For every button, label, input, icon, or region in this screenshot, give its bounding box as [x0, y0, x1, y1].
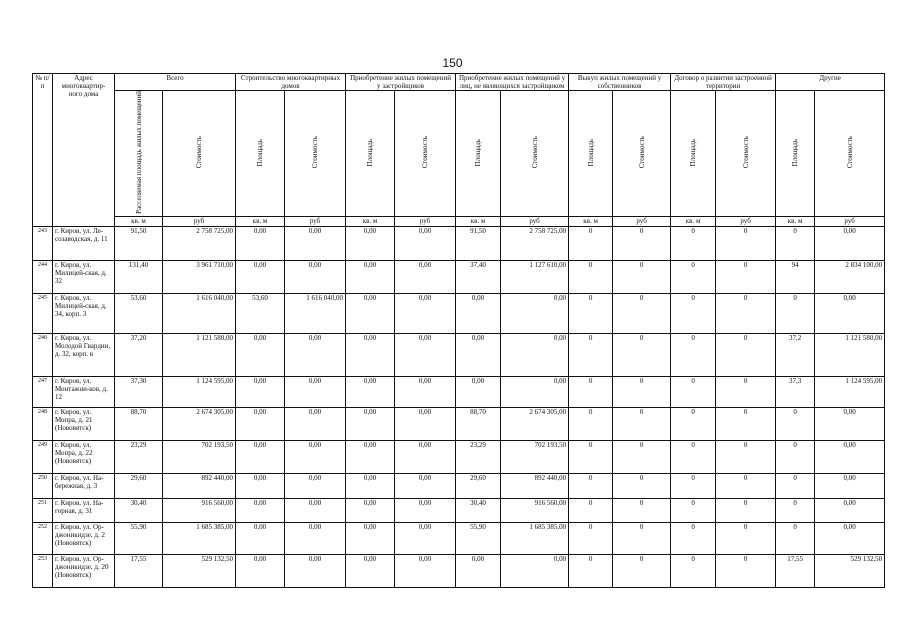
- unit-cost: руб: [395, 216, 456, 226]
- cell-area: 0,00: [346, 407, 395, 440]
- cell-cost: 0,00: [501, 554, 569, 587]
- row-address: г. Киров, ул. На-бережная, д. 3: [53, 473, 115, 498]
- table-row: [33, 333, 885, 376]
- cell-area: 0: [569, 407, 613, 440]
- cell-area: 0,00: [236, 498, 285, 522]
- row-address: г. Киров, ул. Монтажни-ков, д. 12: [53, 376, 115, 407]
- cell-cost: 0,00: [501, 376, 569, 407]
- cell-cost: 892 440,00: [163, 473, 236, 498]
- cell-area: 37,30: [115, 376, 163, 407]
- cell-area: 0: [671, 473, 716, 498]
- cell-cost: 1 121 580,00: [163, 333, 236, 376]
- cell-area: 0: [776, 293, 815, 333]
- unit-area: кв. м: [456, 216, 501, 226]
- header-group-other: Другие: [776, 74, 885, 91]
- header-group-territory: Договор о развитии застроенной территории: [671, 74, 776, 91]
- cell-cost: 0: [716, 333, 776, 376]
- cell-area: 0,00: [346, 333, 395, 376]
- row-number: 248: [33, 407, 53, 440]
- cell-cost: 0,00: [395, 440, 456, 473]
- unit-cost: руб: [613, 216, 671, 226]
- cell-cost: 0: [716, 554, 776, 587]
- cell-cost: 0: [613, 407, 671, 440]
- cell-cost: 2 834 100,00: [815, 260, 885, 293]
- cell-cost: 0,00: [285, 440, 346, 473]
- cell-area: 0: [671, 260, 716, 293]
- row-address: г. Киров, ул. Ле-созаводская, д. 11: [53, 226, 115, 260]
- cell-cost: 1 616 040,00: [285, 293, 346, 333]
- table-row: [33, 376, 885, 407]
- cell-cost: 0: [716, 376, 776, 407]
- cell-cost: 0,00: [285, 407, 346, 440]
- cell-area: 0: [671, 440, 716, 473]
- cell-area: 0: [569, 498, 613, 522]
- cell-cost: 2 674 305,00: [501, 407, 569, 440]
- cell-area: 0: [569, 293, 613, 333]
- cell-area: 0: [671, 554, 716, 587]
- cell-cost: 702 193,50: [163, 440, 236, 473]
- cell-cost: 3 961 710,00: [163, 260, 236, 293]
- cell-area: 0,00: [346, 473, 395, 498]
- cell-cost: 892 440,00: [501, 473, 569, 498]
- cell-cost: 0,00: [815, 522, 885, 554]
- cell-cost: 0,00: [815, 440, 885, 473]
- cell-area: 0,00: [346, 522, 395, 554]
- cell-area: 0: [671, 522, 716, 554]
- cell-area: 0: [569, 473, 613, 498]
- cell-cost: 0: [716, 473, 776, 498]
- cell-cost: 0,00: [285, 260, 346, 293]
- cell-cost: 0,00: [395, 376, 456, 407]
- unit-area: кв. м: [346, 216, 395, 226]
- cell-area: 0: [671, 498, 716, 522]
- row-number: 253: [33, 554, 53, 587]
- table-body: [33, 226, 885, 587]
- cell-cost: 0,00: [285, 333, 346, 376]
- unit-area: кв. м: [236, 216, 285, 226]
- cell-area: 53,60: [115, 293, 163, 333]
- cell-cost: 0,00: [395, 522, 456, 554]
- cell-area: 17,55: [776, 554, 815, 587]
- cell-area: 0,00: [346, 498, 395, 522]
- header-sub-cost: Стоимость: [637, 136, 646, 169]
- table-row: [33, 554, 885, 587]
- cell-cost: 1 127 610,00: [501, 260, 569, 293]
- cell-area: 0,00: [346, 440, 395, 473]
- header-sub-cost: Стоимость: [530, 136, 539, 169]
- unit-cost: руб: [163, 216, 236, 226]
- cell-cost: 0,00: [395, 260, 456, 293]
- cell-cost: 0,00: [395, 226, 456, 260]
- cell-area: 0,00: [346, 260, 395, 293]
- cell-cost: 0: [716, 407, 776, 440]
- row-address: г. Киров, ул. Ор-джоникидзе, д. 20 (Нововятск): [53, 554, 115, 587]
- table-row: [33, 226, 885, 260]
- cell-area: 0,00: [456, 554, 501, 587]
- cell-area: 94: [776, 260, 815, 293]
- cell-area: 23,29: [115, 440, 163, 473]
- cell-area: 0: [776, 226, 815, 260]
- cell-area: 0: [569, 376, 613, 407]
- cell-area: 0: [569, 522, 613, 554]
- cell-cost: 1 124 595,00: [163, 376, 236, 407]
- cell-area: 0: [671, 226, 716, 260]
- cell-area: 0: [569, 226, 613, 260]
- cell-cost: 529 132,50: [815, 554, 885, 587]
- cell-cost: 0: [716, 498, 776, 522]
- cell-area: 0: [569, 333, 613, 376]
- cell-area: 0: [569, 554, 613, 587]
- cell-cost: 0,00: [285, 473, 346, 498]
- table-row: [33, 473, 885, 498]
- resettlement-table: [32, 73, 885, 588]
- cell-area: 0: [776, 440, 815, 473]
- cell-cost: 0: [613, 473, 671, 498]
- cell-area: 0,00: [236, 407, 285, 440]
- table-row: [33, 260, 885, 293]
- header-sub-area: Площадь: [474, 138, 483, 167]
- row-number: 252: [33, 522, 53, 554]
- row-number: 250: [33, 473, 53, 498]
- cell-area: 29,60: [456, 473, 501, 498]
- cell-cost: 0,00: [395, 333, 456, 376]
- header-group-total: Всего: [115, 74, 236, 91]
- cell-area: 0: [569, 260, 613, 293]
- cell-cost: 2 674 305,00: [163, 407, 236, 440]
- header-group-row: [33, 74, 885, 91]
- cell-area: 91,50: [456, 226, 501, 260]
- cell-area: 88,70: [115, 407, 163, 440]
- cell-area: 0,00: [456, 293, 501, 333]
- cell-cost: 0: [716, 293, 776, 333]
- table-row: [33, 522, 885, 554]
- cell-area: 0,00: [236, 473, 285, 498]
- cell-cost: 0: [716, 226, 776, 260]
- cell-area: 0,00: [236, 260, 285, 293]
- cell-cost: 0,00: [395, 498, 456, 522]
- header-sub-area: Площадь: [366, 138, 375, 167]
- unit-cost: руб: [815, 216, 885, 226]
- header-sub-row: [33, 91, 885, 217]
- row-address: г. Киров, ул. Мопра, д. 22 (Нововятск): [53, 440, 115, 473]
- cell-area: 131,40: [115, 260, 163, 293]
- cell-cost: 0,00: [501, 333, 569, 376]
- table-row: [33, 498, 885, 522]
- cell-area: 0,00: [346, 554, 395, 587]
- header-group-buyout: Выкуп жилых помещений у собственников: [569, 74, 671, 91]
- cell-area: 29,60: [115, 473, 163, 498]
- unit-cost: руб: [285, 216, 346, 226]
- header-num: № п/п: [33, 74, 53, 227]
- row-address: г. Киров, ул. Ор-джоникидзе, д. 2 (Нововятск): [53, 522, 115, 554]
- row-number: 244: [33, 260, 53, 293]
- cell-area: 0,00: [236, 440, 285, 473]
- cell-area: 17,55: [115, 554, 163, 587]
- cell-area: 0,00: [236, 554, 285, 587]
- cell-cost: 0: [613, 522, 671, 554]
- cell-area: 0,00: [236, 522, 285, 554]
- row-number: 251: [33, 498, 53, 522]
- cell-cost: 0: [613, 554, 671, 587]
- row-number: 243: [33, 226, 53, 260]
- cell-area: 0,00: [236, 333, 285, 376]
- cell-area: 37,40: [456, 260, 501, 293]
- header-sub-cost: Стоимость: [845, 136, 854, 169]
- header-sub-area: Площадь: [256, 138, 265, 167]
- row-number: 247: [33, 376, 53, 407]
- cell-area: 0: [776, 407, 815, 440]
- cell-cost: 1 124 595,00: [815, 376, 885, 407]
- cell-cost: 0,00: [501, 293, 569, 333]
- cell-area: 0,00: [456, 333, 501, 376]
- cell-area: 0,00: [346, 226, 395, 260]
- cell-cost: 0,00: [815, 498, 885, 522]
- cell-cost: 0,00: [395, 407, 456, 440]
- unit-area: кв. м: [776, 216, 815, 226]
- cell-cost: 0: [716, 260, 776, 293]
- cell-cost: 0: [716, 522, 776, 554]
- cell-area: 88,70: [456, 407, 501, 440]
- cell-area: 0,00: [456, 376, 501, 407]
- row-number: 246: [33, 333, 53, 376]
- row-number: 249: [33, 440, 53, 473]
- cell-area: 0: [671, 333, 716, 376]
- cell-cost: 529 132,50: [163, 554, 236, 587]
- row-address: г. Киров, ул. Молодой Гвардии, д. 32, корп. в: [53, 333, 115, 376]
- header-address: Адрес многоквартир-ного дома: [53, 74, 115, 227]
- header-group-developer-purchase: Приобретение жилых помещений у застройщиков: [346, 74, 456, 91]
- cell-area: 0: [569, 440, 613, 473]
- page-number: 150: [442, 56, 463, 70]
- cell-cost: 1 685 385,00: [501, 522, 569, 554]
- header-units-row: [33, 216, 885, 226]
- cell-area: 0: [776, 522, 815, 554]
- row-address: г. Киров, ул. Мопра, д. 21 (Нововятск): [53, 407, 115, 440]
- cell-area: 55,90: [115, 522, 163, 554]
- cell-cost: 0,00: [395, 554, 456, 587]
- cell-area: 0: [671, 376, 716, 407]
- header-sub-cost: Стоимость: [311, 136, 320, 169]
- row-address: г. Киров, ул. На-горная, д. 31: [53, 498, 115, 522]
- cell-area: 37,3: [776, 376, 815, 407]
- cell-cost: 0: [613, 226, 671, 260]
- cell-cost: 1 121 580,00: [815, 333, 885, 376]
- cell-area: 0: [776, 473, 815, 498]
- unit-area: кв. м: [569, 216, 613, 226]
- cell-cost: 0,00: [815, 293, 885, 333]
- cell-area: 91,50: [115, 226, 163, 260]
- cell-cost: 0,00: [395, 293, 456, 333]
- cell-cost: 0,00: [285, 554, 346, 587]
- cell-cost: 0: [613, 376, 671, 407]
- unit-area: кв. м: [671, 216, 716, 226]
- cell-area: 55,90: [456, 522, 501, 554]
- cell-cost: 2 758 725,00: [501, 226, 569, 260]
- cell-area: 23,29: [456, 440, 501, 473]
- cell-cost: 702 193,50: [501, 440, 569, 473]
- unit-cost: руб: [716, 216, 776, 226]
- cell-cost: 0: [716, 440, 776, 473]
- cell-cost: 0,00: [285, 522, 346, 554]
- header-sub-area: Площадь: [689, 138, 698, 167]
- cell-cost: 916 560,00: [163, 498, 236, 522]
- header-sub-area: Площадь: [791, 138, 800, 167]
- cell-area: 53,60: [236, 293, 285, 333]
- cell-area: 0: [671, 293, 716, 333]
- cell-cost: 0,00: [815, 407, 885, 440]
- cell-cost: 1 685 385,00: [163, 522, 236, 554]
- cell-area: 0: [776, 498, 815, 522]
- cell-area: 30,40: [115, 498, 163, 522]
- table-row: [33, 293, 885, 333]
- table-row: [33, 407, 885, 440]
- cell-area: 37,20: [115, 333, 163, 376]
- cell-area: 0,00: [346, 293, 395, 333]
- cell-cost: 0,00: [285, 498, 346, 522]
- header-sub-cost: Стоимость: [741, 136, 750, 169]
- cell-cost: 0: [613, 293, 671, 333]
- cell-cost: 0,00: [815, 473, 885, 498]
- cell-cost: 916 560,00: [501, 498, 569, 522]
- row-address: г. Киров, ул. Милицей-ская, д. 32: [53, 260, 115, 293]
- header-sub-cost: Стоимость: [195, 136, 203, 169]
- cell-cost: 0,00: [285, 226, 346, 260]
- cell-area: 30,40: [456, 498, 501, 522]
- cell-cost: 0,00: [395, 473, 456, 498]
- row-address: г. Киров, ул. Милицей-ская, д. 34, корп. 3: [53, 293, 115, 333]
- header-group-nondeveloper-purchase: Приобретение жилых помещений у лиц, не являющихся застройщиком: [456, 74, 569, 91]
- header-group-construction: Строительство многоквартирных домов: [236, 74, 346, 91]
- cell-cost: 0: [613, 440, 671, 473]
- table-row: [33, 440, 885, 473]
- cell-cost: 0,00: [815, 226, 885, 260]
- cell-area: 0,00: [346, 376, 395, 407]
- cell-area: 0,00: [236, 376, 285, 407]
- cell-cost: 0: [613, 498, 671, 522]
- row-number: 245: [33, 293, 53, 333]
- cell-area: 37,2: [776, 333, 815, 376]
- cell-area: 0: [671, 407, 716, 440]
- header-sub-resettled-area: Расселяемая площадь жилых помещений: [134, 91, 143, 214]
- cell-cost: 0,00: [285, 376, 346, 407]
- cell-cost: 1 616 040,00: [163, 293, 236, 333]
- header-sub-cost: Стоимость: [421, 136, 430, 169]
- unit-cost: руб: [501, 216, 569, 226]
- header-sub-area: Площадь: [586, 138, 595, 167]
- cell-cost: 0: [613, 333, 671, 376]
- cell-cost: 2 758 725,00: [163, 226, 236, 260]
- unit-area: кв. м: [115, 216, 163, 226]
- cell-area: 0,00: [236, 226, 285, 260]
- cell-cost: 0: [613, 260, 671, 293]
